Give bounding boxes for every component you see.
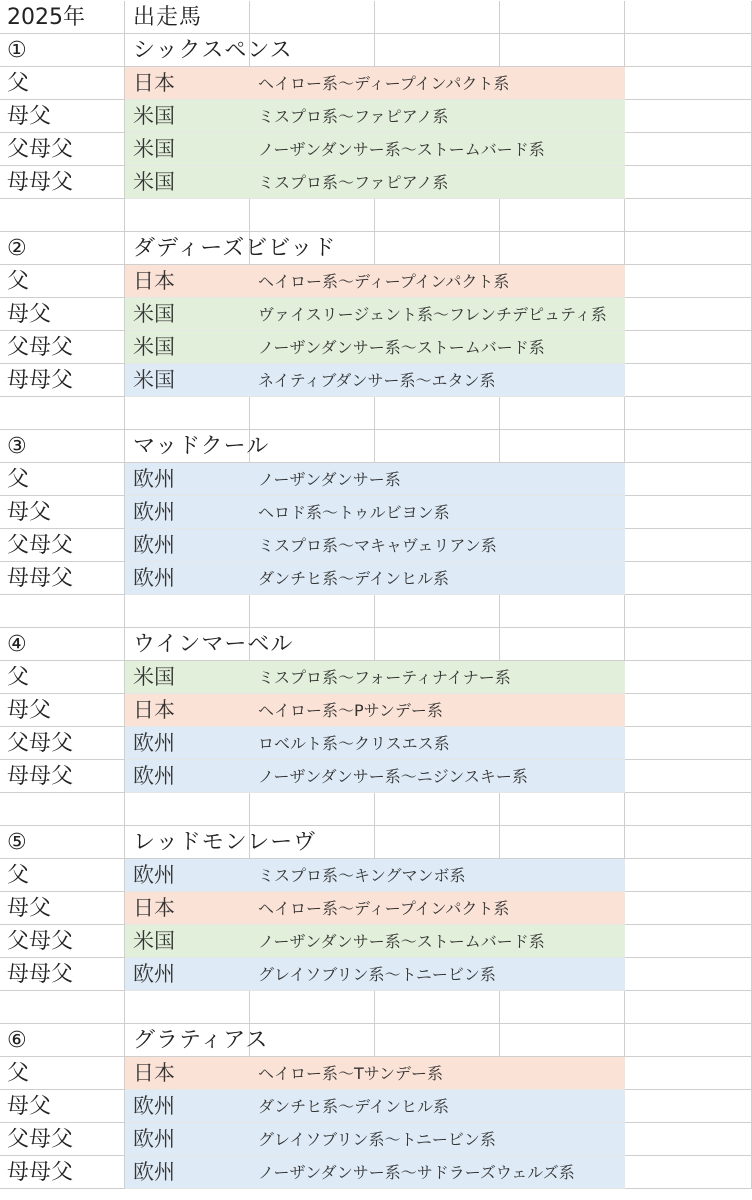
- grid-cell[interactable]: [625, 925, 752, 958]
- grid-cell[interactable]: [0, 793, 125, 826]
- sire-line-label: ヘイロー系～ディープインパクト系: [258, 899, 510, 918]
- region-label: 欧州: [133, 863, 175, 887]
- sire-line-label: ヴァイスリージェント系～フレンチデピュティ系: [258, 305, 607, 324]
- grid-cell[interactable]: [250, 793, 375, 826]
- sire-line-label: ヘイロー系～ディープインパクト系: [258, 74, 510, 93]
- grid-cell[interactable]: [375, 595, 500, 628]
- sire-line-label: ミスプロ系～マキャヴェリアン系: [258, 536, 497, 555]
- pedigree-row: [0, 727, 752, 760]
- region-label: 米国: [133, 302, 175, 326]
- grid-cell[interactable]: [625, 430, 752, 463]
- grid-cell[interactable]: [250, 1, 375, 34]
- pedigree-row: [0, 364, 752, 397]
- grid-cell[interactable]: [625, 496, 752, 529]
- sire-line-label: ノーザンダンサー系～サドラーズウェルズ系: [258, 1163, 575, 1182]
- sire-line-label: ノーザンダンサー系～ストームバード系: [258, 338, 545, 357]
- grid-cell[interactable]: [625, 661, 752, 694]
- pedigree-row: [0, 298, 752, 331]
- pedigree-row: [0, 1123, 752, 1156]
- grid-cell[interactable]: [500, 430, 625, 463]
- pedigree-row: [0, 859, 752, 892]
- pedigree-row: [0, 133, 752, 166]
- horse-number: ③: [7, 434, 27, 459]
- relation-label: 母母父: [7, 368, 74, 393]
- grid-cell[interactable]: [0, 991, 125, 1024]
- header-row: [0, 1, 752, 34]
- grid-cell[interactable]: [625, 628, 752, 661]
- relation-label: 父: [7, 71, 30, 96]
- grid-cell[interactable]: [625, 1, 752, 34]
- grid-cell[interactable]: [250, 397, 375, 430]
- horse-name: ウインマーベル: [133, 632, 294, 657]
- horse-row: [0, 628, 752, 661]
- grid-cell[interactable]: [625, 1090, 752, 1123]
- region-label: 欧州: [133, 467, 175, 491]
- grid-cell[interactable]: [625, 562, 752, 595]
- pedigree-row: [0, 496, 752, 529]
- grid-cell[interactable]: [500, 34, 625, 67]
- grid-cell[interactable]: [625, 1156, 752, 1189]
- grid-cell[interactable]: [500, 1024, 625, 1057]
- relation-label: 母母父: [7, 764, 74, 789]
- sire-line-label: グレイソブリン系～トニービン系: [258, 965, 496, 984]
- grid-cell[interactable]: [625, 1057, 752, 1090]
- relation-label: 父母父: [7, 533, 74, 558]
- grid-cell[interactable]: [500, 199, 625, 232]
- region-label: 日本: [133, 71, 175, 95]
- horse-row: [0, 232, 752, 265]
- relation-label: 母父: [7, 896, 52, 921]
- grid-cell[interactable]: [625, 529, 752, 562]
- grid-cell[interactable]: [375, 991, 500, 1024]
- pedigree-row: [0, 661, 752, 694]
- grid-cell[interactable]: [500, 793, 625, 826]
- region-label: 日本: [133, 1061, 175, 1085]
- pedigree-row: [0, 529, 752, 562]
- grid-cell[interactable]: [375, 793, 500, 826]
- relation-label: 母父: [7, 1094, 52, 1119]
- relation-label: 母母父: [7, 566, 74, 591]
- year-label: 2025年: [7, 5, 85, 30]
- grid-cell[interactable]: [625, 133, 752, 166]
- grid-cell[interactable]: [625, 958, 752, 991]
- column-title: 出走馬: [133, 5, 203, 30]
- region-label: 米国: [133, 104, 175, 128]
- sire-line-label: ヘロド系～トゥルビヨン系: [258, 503, 450, 522]
- pedigree-row: [0, 463, 752, 496]
- region-label: 米国: [133, 335, 175, 359]
- region-label: 欧州: [133, 764, 175, 788]
- pedigree-row: [0, 67, 752, 100]
- grid-cell[interactable]: [375, 628, 500, 661]
- sire-line-label: ミスプロ系～キングマンボ系: [258, 866, 466, 885]
- grid-cell[interactable]: [625, 1024, 752, 1057]
- grid-cell[interactable]: [500, 628, 625, 661]
- pedigree-row: [0, 892, 752, 925]
- relation-label: 父母父: [7, 1127, 74, 1152]
- region-label: 米国: [133, 368, 175, 392]
- region-label: 米国: [133, 170, 175, 194]
- sire-line-label: グレイソブリン系～トニービン系: [258, 1130, 496, 1149]
- region-label: 日本: [133, 698, 175, 722]
- sire-line-label: ネイティブダンサー系～エタン系: [258, 371, 496, 390]
- region-label: 米国: [133, 929, 175, 953]
- grid-cell[interactable]: [0, 199, 125, 232]
- sire-line-label: ノーザンダンサー系～ストームバード系: [258, 932, 545, 951]
- sire-line-label: ヘイロー系～ディープインパクト系: [258, 272, 510, 291]
- spacer-row: [0, 793, 752, 826]
- relation-label: 母母父: [7, 1160, 74, 1185]
- horse-name: マッドクール: [133, 434, 270, 459]
- relation-label: 父母父: [7, 335, 74, 360]
- grid-cell[interactable]: [500, 397, 625, 430]
- grid-cell[interactable]: [125, 595, 250, 628]
- grid-cell[interactable]: [500, 991, 625, 1024]
- grid-cell[interactable]: [625, 34, 752, 67]
- sire-line-label: ヘイロー系～Pサンデー系: [258, 701, 443, 720]
- region-label: 欧州: [133, 533, 175, 557]
- relation-label: 父母父: [7, 731, 74, 756]
- grid-cell[interactable]: [625, 892, 752, 925]
- spacer-row: [0, 199, 752, 232]
- pedigree-row: [0, 265, 752, 298]
- relation-label: 母父: [7, 698, 52, 723]
- region-label: 欧州: [133, 1094, 175, 1118]
- relation-label: 父母父: [7, 929, 74, 954]
- horse-name: ダディーズビビッド: [133, 236, 337, 261]
- grid-cell[interactable]: [625, 595, 752, 628]
- relation-label: 母父: [7, 104, 52, 129]
- region-label: 欧州: [133, 566, 175, 590]
- horse-number: ⑥: [7, 1028, 27, 1053]
- pedigree-row: [0, 1156, 752, 1189]
- grid-cell[interactable]: [375, 397, 500, 430]
- grid-cell[interactable]: [625, 859, 752, 892]
- grid-cell[interactable]: [625, 166, 752, 199]
- grid-cell[interactable]: [125, 991, 250, 1024]
- relation-label: 母母父: [7, 962, 74, 987]
- sire-line-label: ダンチヒ系～デインヒル系: [258, 1097, 450, 1116]
- grid-cell[interactable]: [625, 694, 752, 727]
- sire-line-label: ミスプロ系～ファピアノ系: [258, 107, 449, 126]
- grid-cell[interactable]: [625, 199, 752, 232]
- grid-cell[interactable]: [625, 397, 752, 430]
- grid-cell[interactable]: [500, 232, 625, 265]
- grid-cell[interactable]: [625, 1123, 752, 1156]
- grid-cell[interactable]: [0, 397, 125, 430]
- horse-row: [0, 34, 752, 67]
- region-label: 米国: [133, 665, 175, 689]
- grid-cell[interactable]: [250, 199, 375, 232]
- grid-cell[interactable]: [625, 100, 752, 133]
- region-label: 米国: [133, 137, 175, 161]
- region-label: 日本: [133, 269, 175, 293]
- region-label: 欧州: [133, 1127, 175, 1151]
- sire-line-label: ダンチヒ系～デインヒル系: [258, 569, 450, 588]
- horse-number: ②: [7, 236, 27, 261]
- relation-label: 父: [7, 863, 30, 888]
- grid-cell[interactable]: [625, 331, 752, 364]
- pedigree-row: [0, 958, 752, 991]
- horse-name: レッドモンレーヴ: [133, 830, 317, 855]
- sire-line-label: ロベルト系～クリスエス系: [258, 734, 450, 753]
- horse-row: [0, 1024, 752, 1057]
- relation-label: 母父: [7, 302, 52, 327]
- sire-line-label: ミスプロ系～フォーティナイナー系: [258, 668, 511, 687]
- region-label: 欧州: [133, 1160, 175, 1184]
- spacer-row: [0, 991, 752, 1024]
- region-label: 欧州: [133, 731, 175, 755]
- grid-cell[interactable]: [625, 991, 752, 1024]
- grid-cell[interactable]: [625, 727, 752, 760]
- grid-cell[interactable]: [250, 991, 375, 1024]
- sire-line-label: ミスプロ系～ファピアノ系: [258, 173, 449, 192]
- grid-cell[interactable]: [375, 826, 500, 859]
- grid-cell[interactable]: [375, 1, 500, 34]
- horse-row: [0, 430, 752, 463]
- relation-label: 母母父: [7, 170, 74, 195]
- region-label: 欧州: [133, 500, 175, 524]
- pedigree-row: [0, 694, 752, 727]
- grid-cell[interactable]: [375, 1024, 500, 1057]
- grid-cell[interactable]: [375, 199, 500, 232]
- grid-cell[interactable]: [125, 397, 250, 430]
- relation-label: 父: [7, 1061, 30, 1086]
- relation-label: 母父: [7, 500, 52, 525]
- grid-cell[interactable]: [625, 232, 752, 265]
- pedigree-row: [0, 1057, 752, 1090]
- region-label: 欧州: [133, 962, 175, 986]
- spacer-row: [0, 595, 752, 628]
- grid-cell[interactable]: [375, 34, 500, 67]
- relation-label: 父: [7, 467, 30, 492]
- pedigree-row: [0, 1090, 752, 1123]
- horse-number: ⑤: [7, 830, 27, 855]
- pedigree-row: [0, 760, 752, 793]
- sire-line-label: ノーザンダンサー系～ストームバード系: [258, 140, 545, 159]
- grid-cell[interactable]: [625, 826, 752, 859]
- grid-cell[interactable]: [625, 463, 752, 496]
- region-label: 日本: [133, 896, 175, 920]
- horse-name: シックスペンス: [133, 38, 293, 63]
- pedigree-row: [0, 562, 752, 595]
- relation-label: 父: [7, 269, 30, 294]
- pedigree-row: [0, 100, 752, 133]
- grid-cell[interactable]: [625, 760, 752, 793]
- relation-label: 父: [7, 665, 30, 690]
- pedigree-row: [0, 925, 752, 958]
- pedigree-row: [0, 331, 752, 364]
- grid-cell[interactable]: [500, 595, 625, 628]
- grid-cell[interactable]: [0, 595, 125, 628]
- grid-cell[interactable]: [125, 793, 250, 826]
- grid-cell[interactable]: [375, 430, 500, 463]
- horse-row: [0, 826, 752, 859]
- spacer-row: [0, 397, 752, 430]
- horse-name: グラティアス: [133, 1028, 269, 1053]
- grid-cell[interactable]: [625, 265, 752, 298]
- grid-cell[interactable]: [625, 298, 752, 331]
- grid-cell[interactable]: [250, 1024, 375, 1057]
- sire-line-label: ヘイロー系～Tサンデー系: [258, 1064, 443, 1083]
- horse-number: ④: [7, 632, 27, 657]
- grid-cell[interactable]: [125, 199, 250, 232]
- sire-line-label: ノーザンダンサー系～ニジンスキー系: [258, 767, 528, 786]
- grid-cell[interactable]: [250, 595, 375, 628]
- grid-cell[interactable]: [375, 232, 500, 265]
- grid-cell[interactable]: [625, 364, 752, 397]
- pedigree-row: [0, 166, 752, 199]
- sire-line-label: ノーザンダンサー系: [258, 470, 401, 489]
- grid-cell[interactable]: [500, 1, 625, 34]
- grid-cell[interactable]: [625, 793, 752, 826]
- grid-cell[interactable]: [500, 826, 625, 859]
- horse-number: ①: [7, 38, 27, 63]
- grid-cell[interactable]: [625, 67, 752, 100]
- relation-label: 父母父: [7, 137, 74, 162]
